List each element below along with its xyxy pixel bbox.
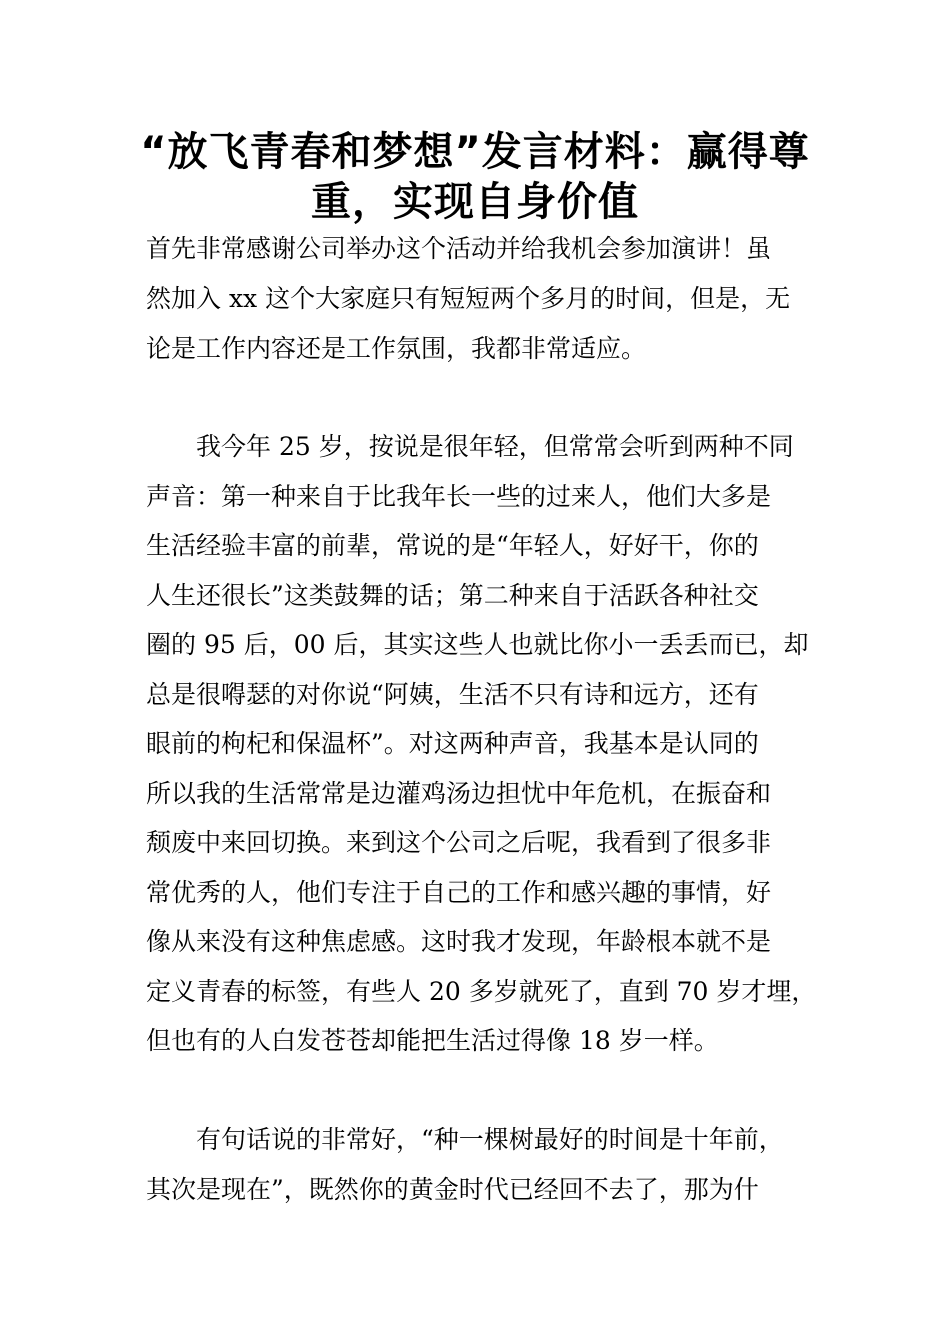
body-text-line: 常优秀的人，他们专注于自己的工作和感兴趣的事情，好: [146, 878, 772, 907]
body-text-line: 定义青春的标签，有些人 20 多岁就死了，直到 70 岁才埋，: [146, 977, 817, 1006]
body-text-line: 但也有的人白发苍苍却能把生活过得像 18 岁一样。: [146, 1026, 719, 1055]
body-text-line: 有句话说的非常好，“种一棵树最好的时间是十年前，: [146, 1125, 784, 1154]
document-title-line-1: “放飞青春和梦想”发言材料：赢得尊: [140, 129, 810, 175]
body-text-line: 眼前的枸杞和保温杯”。对这两种声音，我基本是认同的: [146, 729, 759, 758]
body-text-line: 其次是现在”，既然你的黄金时代已经回不去了，那为什: [146, 1175, 759, 1204]
body-text-line: 所以我的生活常常是边灌鸡汤边担忧中年危机，在振奋和: [146, 779, 772, 808]
body-text-line: 颓废中来回切换。来到这个公司之后呢，我看到了很多非: [146, 828, 772, 857]
body-text-line: 像从来没有这种焦虑感。这时我才发现，年龄根本就不是: [146, 927, 772, 956]
body-text-line: 然加入 xx 这个大家庭只有短短两个多月的时间，但是，无: [146, 284, 791, 313]
body-text-line: 声音：第一种来自于比我年长一些的过来人，他们大多是: [146, 482, 772, 511]
body-text-line: 生活经验丰富的前辈，常说的是“年轻人，好好干，你的: [146, 531, 759, 560]
body-text-line: 首先非常感谢公司举办这个活动并给我机会参加演讲！虽: [146, 234, 772, 263]
body-text-line: 论是工作内容还是工作氛围，我都非常适应。: [146, 334, 647, 363]
body-text-line: 总是很嘚瑟的对你说“阿姨，生活不只有诗和远方，还有: [146, 680, 759, 709]
body-text-line: 我今年 25 岁，按说是很年轻，但常常会听到两种不同: [146, 432, 794, 461]
document-title-line-2: 重，实现自身价值: [311, 179, 639, 225]
body-text-line: 人生还很长”这类鼓舞的话；第二种来自于活跃各种社交: [146, 581, 759, 610]
body-text-line: 圈的 95 后，00 后，其实这些人也就比你小一丢丢而已，却: [146, 630, 809, 659]
